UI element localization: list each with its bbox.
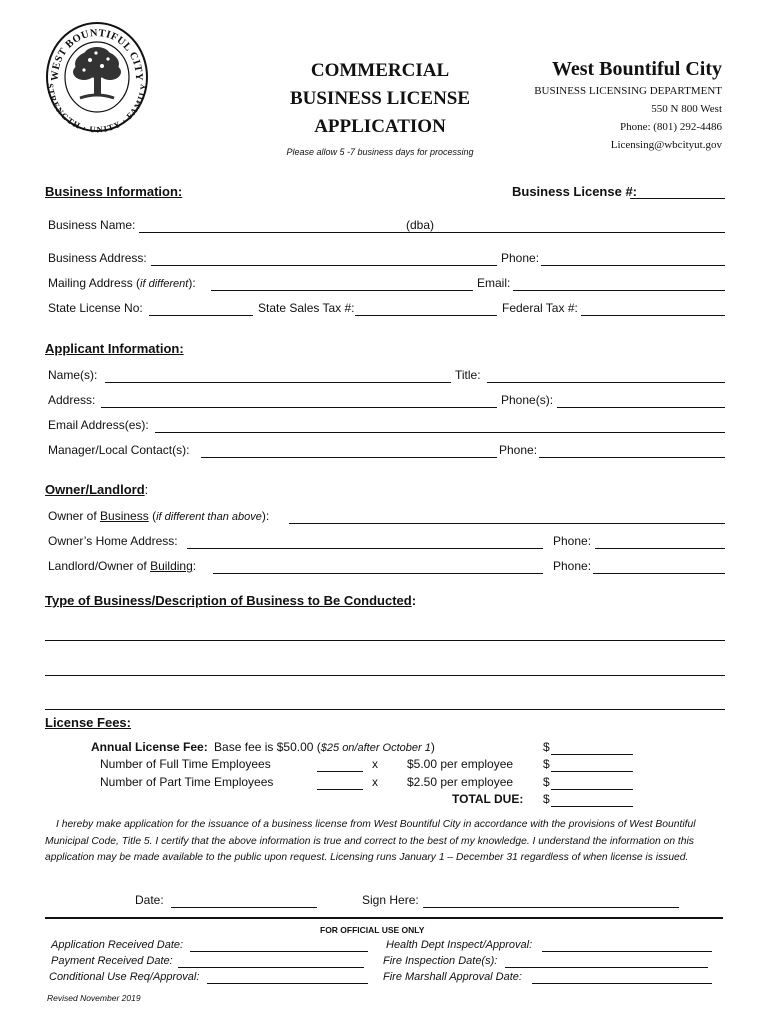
part-time-rate: $2.50 per employee	[407, 775, 514, 789]
date-label: Date:	[135, 893, 164, 907]
license-fees-heading: License Fees:	[45, 715, 131, 730]
health-dept-field[interactable]	[542, 951, 712, 952]
applicant-phones-label: Phone(s):	[501, 393, 554, 407]
business-name-field[interactable]	[139, 232, 725, 233]
payment-received-label: Payment Received Date:	[51, 955, 173, 967]
mailing-address-close: ):	[188, 276, 196, 290]
fire-inspection-label: Fire Inspection Date(s):	[383, 955, 498, 967]
owner-home-address-field[interactable]	[187, 548, 543, 549]
business-email-label: Email:	[477, 276, 511, 290]
landlord-colon: :	[192, 559, 197, 573]
total-due-dollar: $	[543, 792, 550, 806]
fire-marshall-label: Fire Marshall Approval Date:	[383, 971, 522, 983]
processing-note: Please allow 5 -7 business days for processing	[286, 147, 474, 157]
owner-of-text: Owner of	[48, 509, 101, 523]
app-received-label: Application Received Date:	[51, 939, 184, 951]
state-license-label: State License No:	[48, 301, 143, 315]
base-fee-close: )	[430, 740, 435, 754]
seal-ring-bottom: STRENGTH · UNITY · FAMILY	[45, 82, 149, 134]
form-title	[270, 57, 490, 141]
owner-note-open: (	[148, 509, 157, 523]
city-seal	[44, 20, 150, 134]
business-description-line-3[interactable]	[45, 709, 725, 710]
applicant-address-field[interactable]	[101, 407, 497, 408]
sales-tax-label: State Sales Tax #:	[258, 301, 355, 315]
health-dept-label: Health Dept Inspect/Approval:	[386, 939, 533, 951]
owner-business-word: Business	[100, 509, 149, 523]
manager-contact-label: Manager/Local Contact(s):	[48, 443, 190, 457]
total-due-label: TOTAL DUE:	[452, 792, 524, 806]
license-number-field[interactable]	[630, 198, 725, 199]
business-type-heading-colon: :	[411, 593, 417, 608]
full-time-dollar: $	[543, 757, 550, 771]
date-field[interactable]	[171, 907, 317, 908]
owner-landlord-heading-colon: :	[144, 482, 149, 497]
mailing-address-field[interactable]	[211, 290, 473, 291]
part-time-count-field[interactable]	[317, 789, 363, 790]
fire-inspection-field[interactable]	[505, 967, 708, 968]
city-contact-block	[490, 56, 722, 154]
sign-here-label: Sign Here:	[362, 893, 419, 907]
business-email-field[interactable]	[513, 290, 725, 291]
part-time-dollar: $	[543, 775, 550, 789]
base-fee-text: Base fee is $50.00 (	[214, 740, 321, 754]
applicant-title-field[interactable]	[487, 382, 725, 383]
landlord-text: Landlord/Owner of	[48, 559, 151, 573]
official-use-divider	[45, 917, 723, 919]
business-type-heading	[45, 593, 416, 608]
landlord-label	[48, 559, 196, 573]
annual-fee-amount-field[interactable]	[551, 754, 633, 755]
business-type-heading-text: Type of Business/Description of Business to Be Conducted	[45, 593, 412, 608]
applicant-phones-field[interactable]	[557, 407, 725, 408]
full-time-count-field[interactable]	[317, 771, 363, 772]
official-use-heading: FOR OFFICIAL USE ONLY	[320, 925, 425, 935]
city-name: West Bountiful City	[551, 58, 722, 80]
seal-ring-top: WEST BOUNTIFUL CITY	[49, 27, 145, 82]
form-title-line-2: BUSINESS LICENSE	[289, 88, 471, 109]
full-time-rate: $5.00 per employee	[407, 757, 514, 771]
landlord-field[interactable]	[213, 573, 543, 574]
annual-fee-label: Annual License Fee:	[91, 740, 208, 754]
annual-fee-row	[91, 740, 435, 754]
business-name-label: Business Name:	[48, 218, 136, 232]
landlord-building-word: Building	[150, 559, 193, 573]
department-name: BUSINESS LICENSING DEPARTMENT	[534, 85, 722, 97]
late-fee-note: $25 on/after October 1	[320, 742, 431, 754]
full-time-label: Number of Full Time Employees	[100, 757, 271, 771]
business-description-line-2[interactable]	[45, 675, 725, 676]
owner-landlord-heading-text: Owner/Landlord	[45, 482, 145, 497]
applicant-names-field[interactable]	[105, 382, 451, 383]
applicant-emails-label: Email Address(es):	[48, 418, 149, 432]
owner-of-business-field[interactable]	[289, 523, 725, 524]
part-time-times: x	[372, 775, 378, 789]
applicant-emails-field[interactable]	[155, 432, 725, 433]
certification-statement: I hereby make application for the issuance of a business license from West Bountiful City in accordance with the provisions of West Bountiful Municipal Code, Title 5. I certify that the above information is true and correct to the best of my knowledge. I understand the information on this application may be made available to the public upon request. Licensing runs January 1 – December 31 regardless of when license is issued.	[45, 819, 696, 863]
applicant-info-heading: Applicant Information:	[45, 341, 184, 356]
mailing-address-label	[48, 276, 196, 290]
department-phone: Phone: (801) 292-4486	[619, 121, 722, 133]
form-title-line-3: APPLICATION	[314, 116, 446, 137]
manager-phone-label: Phone:	[499, 443, 538, 457]
manager-phone-field[interactable]	[539, 457, 725, 458]
state-license-field[interactable]	[149, 315, 253, 316]
owner-home-address-label: Owner’s Home Address:	[48, 534, 178, 548]
owner-phone-field[interactable]	[595, 548, 725, 549]
part-time-amount-field[interactable]	[551, 789, 633, 790]
owner-note-close: ):	[261, 509, 270, 523]
signature-field[interactable]	[423, 907, 679, 908]
applicant-names-label: Name(s):	[48, 368, 98, 382]
department-email: Licensing@wbcityut.gov	[610, 139, 722, 151]
business-phone-field[interactable]	[541, 265, 725, 266]
federal-tax-field[interactable]	[581, 315, 725, 316]
conditional-use-label: Conditional Use Req/Approval:	[49, 971, 200, 983]
landlord-phone-label: Phone:	[553, 559, 592, 573]
business-phone-label: Phone:	[501, 251, 540, 265]
business-description-line-1[interactable]	[45, 640, 725, 641]
full-time-times: x	[372, 757, 378, 771]
part-time-label: Number of Part Time Employees	[100, 775, 274, 789]
dba-label: (dba)	[406, 218, 435, 232]
payment-received-field[interactable]	[178, 967, 364, 968]
landlord-phone-field[interactable]	[593, 573, 725, 574]
license-number-label: Business License #:	[512, 184, 637, 199]
business-address-field[interactable]	[151, 265, 497, 266]
manager-contact-field[interactable]	[201, 457, 497, 458]
annual-fee-dollar: $	[543, 740, 550, 754]
app-received-field[interactable]	[190, 951, 368, 952]
form-title-line-1: COMMERCIAL	[310, 60, 450, 81]
mailing-address-text: Mailing Address (	[48, 276, 141, 290]
conditional-use-field[interactable]	[207, 983, 368, 984]
total-due-field[interactable]	[551, 806, 633, 807]
owner-of-business-label	[48, 509, 269, 523]
revised-date: Revised November 2019	[47, 993, 141, 1003]
applicant-title-label: Title:	[455, 368, 481, 382]
sales-tax-field[interactable]	[355, 315, 497, 316]
business-info-heading: Business Information:	[45, 184, 183, 199]
owner-landlord-heading	[45, 482, 148, 497]
owner-phone-label: Phone:	[553, 534, 592, 548]
fire-marshall-field[interactable]	[532, 983, 712, 984]
business-address-label: Business Address:	[48, 251, 147, 265]
owner-note: if different than above	[156, 511, 262, 523]
mailing-address-note: if different	[140, 278, 189, 290]
federal-tax-label: Federal Tax #:	[502, 301, 578, 315]
department-address: 550 N 800 West	[651, 103, 722, 115]
applicant-address-label: Address:	[48, 393, 96, 407]
full-time-amount-field[interactable]	[551, 771, 633, 772]
